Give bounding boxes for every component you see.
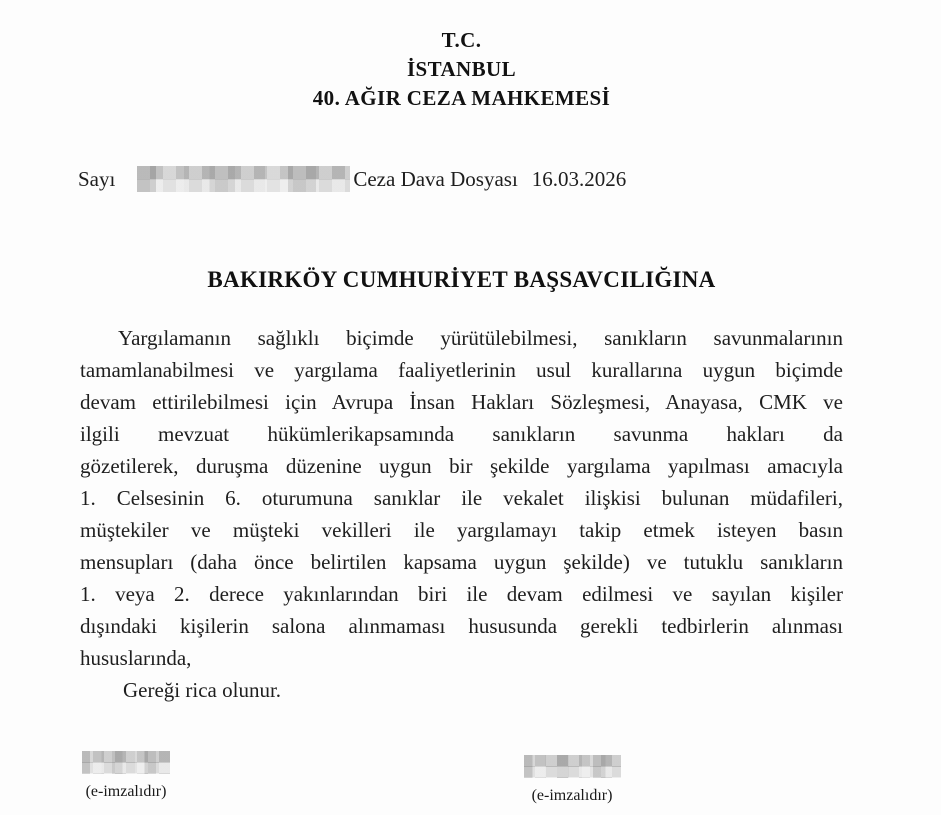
header-republic-abbrev: T.C. bbox=[441, 28, 482, 52]
signature-block-right bbox=[523, 755, 621, 805]
case-file-type: Ceza Dava Dosyası bbox=[353, 166, 518, 191]
body-line: hususlarında, bbox=[80, 646, 192, 670]
header-city: İSTANBUL bbox=[406, 57, 516, 81]
body-line: tamamlanabilmesi ve yargılama faaliyetlerinin usul kurallarına uygun biçimde bbox=[80, 358, 843, 382]
e-signature-label: (e-imzalıdır) bbox=[85, 783, 167, 800]
closing-line: Gereği rica olunur. bbox=[123, 678, 282, 702]
header-court-name: 40. AĞIR CEZA MAHKEMESİ bbox=[312, 86, 611, 110]
recipient-heading: BAKIRKÖY CUMHURİYET BAŞSAVCILIĞINA bbox=[207, 267, 716, 292]
signature-block-left bbox=[78, 751, 174, 801]
e-signature-label: (e-imzalıdır) bbox=[531, 787, 613, 804]
body-line: devam ettirilebilmesi için Avrupa İnsan Hakları Sözleşmesi, Anayasa, CMK ve bbox=[80, 390, 843, 414]
redacted-case-number bbox=[137, 166, 350, 192]
case-number-label: Sayı bbox=[78, 166, 116, 191]
body-line: mensupları (daha önce belirtilen kapsama uygun şekilde) ve tutuklu sanıkların bbox=[80, 550, 843, 574]
case-date: 16.03.2026 bbox=[531, 166, 627, 191]
body-line: müştekiler ve müşteki vekilleri ile yargılamayı takip etmek isteyen basın bbox=[80, 518, 843, 542]
document-header bbox=[80, 26, 843, 113]
body-line: 1. veya 2. derece yakınlarından biri ile devam edilmesi ve sayılan kişiler bbox=[80, 582, 843, 606]
body-line: gözetilerek, duruşma düzenine uygun bir şekilde yargılama yapılması amacıyla bbox=[80, 454, 843, 478]
body-paragraph bbox=[80, 322, 843, 706]
body-line: ilgili mevzuat hükümlerikapsamında sanıkların savunma hakları da bbox=[80, 422, 843, 446]
body-line: 1. Celsesinin 6. oturumuna sanıklar ile vekalet ilişkisi bulunan müdafileri, bbox=[80, 486, 843, 510]
redacted-signatory-name bbox=[82, 751, 170, 774]
case-number-line bbox=[78, 162, 626, 196]
body-line: Yargılamanın sağlıklı biçimde yürütülebilmesi, sanıkların savunmalarının bbox=[118, 326, 843, 350]
body-line: dışındaki kişilerin salona alınmaması hususunda gerekli tedbirlerin alınması bbox=[80, 614, 843, 638]
redacted-signatory-name bbox=[524, 755, 621, 778]
